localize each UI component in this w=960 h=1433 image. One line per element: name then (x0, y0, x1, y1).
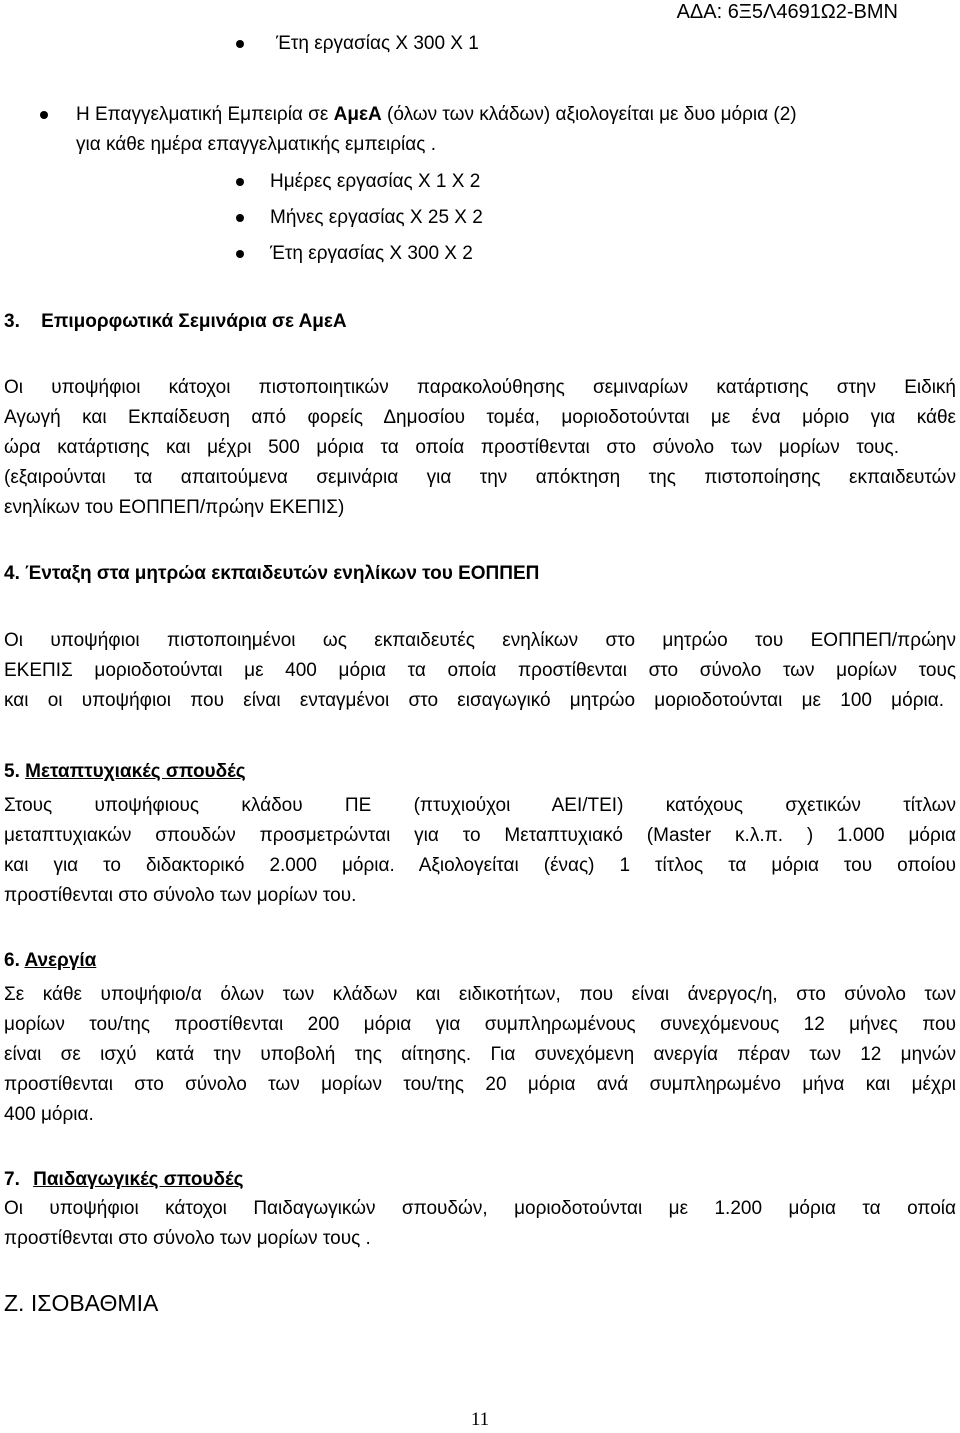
bullet-icon (236, 178, 244, 186)
section5-line: μεταπτυχιακών σπουδών προσμετρώνται για το Μεταπτυχιακό (Master κ.λ.π. ) 1.000 μόρια (4, 825, 956, 846)
sub-item: Έτη εργασίας Χ 300 Χ 2 (270, 243, 473, 264)
section6-line: προστίθενται στο σύνολο των μορίων του/της 20 μόρια ανά συμπληρωμένο μήνα και μέχρι (4, 1074, 956, 1095)
section3-line: ώρα κατάρτισης και μέχρι 500 μόρια τα οποία προστίθενται στο σύνολο των μορίων τους. (4, 437, 899, 458)
bullet-icon (236, 40, 244, 48)
section-z-heading: Ζ. ΙΣΟΒΑΘΜΙΑ (4, 1290, 159, 1316)
section3-line: Οι υποψήφιοι κάτοχοι πιστοποιητικών παρακολούθησης σεμιναρίων κατάρτισης στην Ειδική (4, 377, 956, 398)
section5-line: Στους υποψήφιους κλάδου ΠΕ (πτυχιούχοι ΑΕΙ/ΤΕΙ) κατόχους σχετικών τίτλων (4, 795, 956, 816)
section3-heading: 3. Επιμορφωτικά Σεμινάρια σε ΑμεΑ (4, 311, 347, 332)
section3-line: Αγωγή και Εκπαίδευση από φορείς Δημοσίου τομέα, μοριοδοτούνται με ένα μόριο για κάθε (4, 407, 956, 428)
page-number: 11 (470, 1409, 490, 1430)
section6-line: είναι σε ισχύ κατά την υποβολή της αίτησης. Για συνεχόμενη ανεργία πέραν των 12 μηνών (4, 1044, 956, 1065)
section4-line: Οι υποψήφιοι πιστοποιημένοι ως εκπαιδευτές ενηλίκων στο μητρώο του ΕΟΠΠΕΠ/πρώην (4, 630, 956, 651)
section3-line: (εξαιρούνται τα απαιτούμενα σεμινάρια για την απόκτηση της πιστοποίησης εκπαιδευτών (4, 467, 956, 488)
section4-line: και οι υποψήφιοι που είναι ενταγμένοι στο εισαγωγικό μητρώο μοριοδοτούνται με 100 μόρια. (4, 690, 944, 711)
bullet-icon (236, 214, 244, 222)
section5-line: και για το διδακτορικό 2.000 μόρια. Αξιολογείται (ένας) 1 τίτλος τα μόρια του οποίου (4, 855, 956, 876)
section4-line: ΕΚΕΠΙΣ μοριοδοτούνται με 400 μόρια τα οποία προστίθενται στο σύνολο των μορίων τους (4, 660, 956, 681)
amea-experience-line1: Η Επαγγελματική Εμπειρία σε ΑμεΑ (όλων των κλάδων) αξιολογείται με δυο μόρια (2) (76, 104, 797, 125)
section6-line: 400 μόρια. (4, 1104, 94, 1125)
sub-item: Μήνες εργασίας Χ 25 Χ 2 (270, 207, 483, 228)
section4-heading: 4. Ένταξη στα μητρώα εκπαιδευτών ενηλίκων του ΕΟΠΠΕΠ (4, 563, 540, 584)
bullet-icon (40, 111, 48, 119)
section7-line: προστίθενται στο σύνολο των μορίων τους . (4, 1228, 371, 1249)
section5-line: προστίθενται στο σύνολο των μορίων του. (4, 885, 357, 906)
section3-line: ενηλίκων του ΕΟΠΠΕΠ/πρώην ΕΚΕΠΙΣ) (4, 497, 345, 518)
section5-heading: 5. Μεταπτυχιακές σπουδές (4, 761, 246, 782)
section7-heading: 7. Παιδαγωγικές σπουδές (4, 1169, 244, 1190)
work-years-x1: Έτη εργασίας Χ 300 Χ 1 (276, 33, 479, 54)
section6-line: μορίων του/της προστίθενται 200 μόρια για συμπληρωμένους συνεχόμενους 12 μήνες που (4, 1014, 956, 1035)
sub-item: Ημέρες εργασίας Χ 1 Χ 2 (270, 171, 481, 192)
amea-experience-line2: για κάθε ημέρα επαγγελματικής εμπειρίας . (76, 134, 436, 155)
section6-heading: 6. Ανεργία (4, 950, 97, 971)
section7-line: Οι υποψήφιοι κάτοχοι Παιδαγωγικών σπουδών, μοριοδοτούνται με 1.200 μόρια τα οποία (4, 1198, 956, 1219)
section6-line: Σε κάθε υποψήφιο/α όλων των κλάδων και ειδικοτήτων, που είναι άνεργος/η, στο σύνολο των (4, 984, 956, 1005)
bullet-icon (236, 250, 244, 258)
ada-code: ΑΔΑ: 6Ξ5Λ4691Ω2-ΒΜΝ (676, 1, 898, 23)
